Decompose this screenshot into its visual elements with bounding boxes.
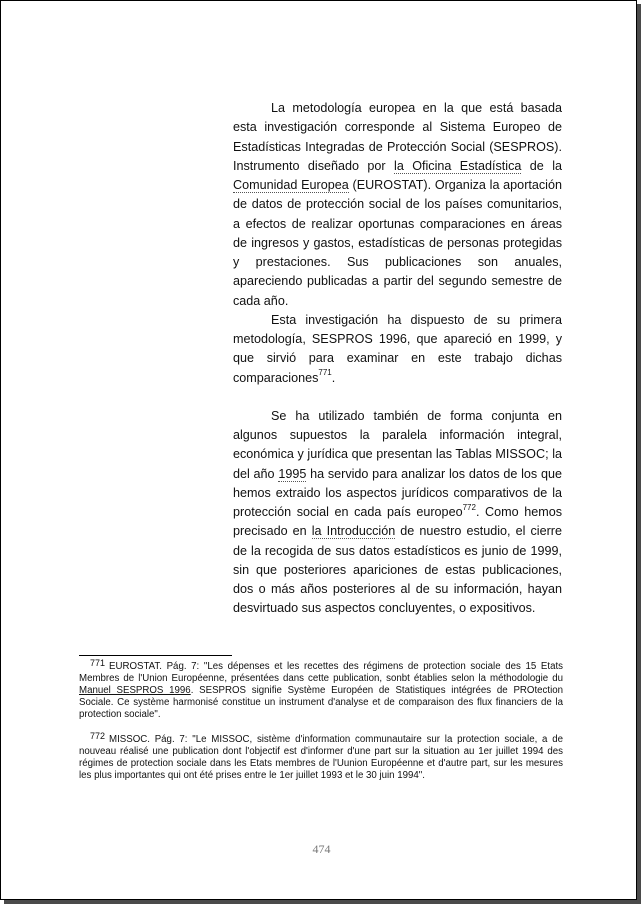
footnote-number: 771 [90,658,106,668]
footnote-771 [79,660,563,721]
paragraph-sespros [233,99,562,311]
paragraph-missoc [233,407,562,619]
body-text [233,99,562,619]
text-run: MISSOC. Pág. 7: "Le MISSOC, sistème d'information communautaire sur la protection sociale, a de nouveau réalisé une publication dont l'objectif est d'informer d'une part sur la situation au 1er juillet 1994 des régimes de protection sociale dans les Etats membres de l'Uunion Européenne et d'autre part, sur les mesures les plus importantes qui ont été prises entre le 1er juillet 1993 et le 30 juin 1994". [79,734,563,781]
text-run: de nuestro estudio, el cierre de la recogida de sus datos estadísticos es junio de 1999, sin que posteriores apariciones de estas publicaciones, dos o más años posteriores al de su información, hayan desvirtuado sus aspectos concluyentes, o expositivos. [233,524,562,616]
paragraph-methodology [233,311,562,388]
text-run-underlined: Manuel SESPROS 1996 [79,685,191,696]
text-run: . [331,370,336,385]
footnotes [79,660,563,782]
text-run-dotted: 1995 [278,466,307,481]
page-number: 474 [312,842,331,856]
footnote-number: 772 [90,731,106,741]
text-run: Se ha utilizado también de forma conjunta en algunos supuestos la paralela información integral, económica y jurídica que presentan las Tablas MISSOC; la del año [233,408,562,481]
footnote-separator [79,655,232,656]
text-run: Esta investigación ha dispuesto de su primera metodología, SESPROS 1996, que apareció en 1999, y que sirvió para examinar en este trabajo dichas comparaciones [233,312,562,385]
footnote-ref-771[interactable]: 771 [318,368,332,378]
text-run: EUROSTAT. Pág. 7: "Les dépenses et les recettes des régimens de protection sociale des 15 Etats Membres de l'Union Européenne, présentées dans cette publication, sonbt établies selon la méthodologie du [79,661,563,684]
footnote-ref-772[interactable]: 772 [462,502,476,512]
text-run: (EUROSTAT). Organiza la aportación de datos de protección social de los países comunitarios, a efectos de realizar oportunas comparaciones en áreas de ingresos y gastos, estadísticas de personas protegidas y prestaciones. Sus publicaciones son anuales, apareciendo publicadas a partir del segundo semestre de cada año. [233,178,562,308]
text-run: . SESPROS signifie Système Européen de Statistiques intégrées de PROtection Sociale. Ce système harmonisé constitue un instrument d'analyse et de comparaison des flux financiers de la protection sociale". [79,685,563,720]
text-run-dotted: la Introducción [311,524,396,539]
footnote-772 [79,733,563,782]
text-run: de la [521,158,563,173]
text-run-dotted: Comunidad Europea [233,178,349,192]
text-run: ha servido para analizar los datos de los que hemos extraido los aspectos jurídicos comparativos de la protección social en cada país europeo [233,466,562,519]
text-run: . Como hemos precisado en [233,505,563,539]
text-run-dotted: la Oficina Estadística [394,158,522,173]
text-run: La metodología europea en la que está basada esta investigación corresponde al Sistema Europeo de Estadísticas Integradas de Protección Social (SESPROS). Instrumento diseñado por [233,101,562,173]
